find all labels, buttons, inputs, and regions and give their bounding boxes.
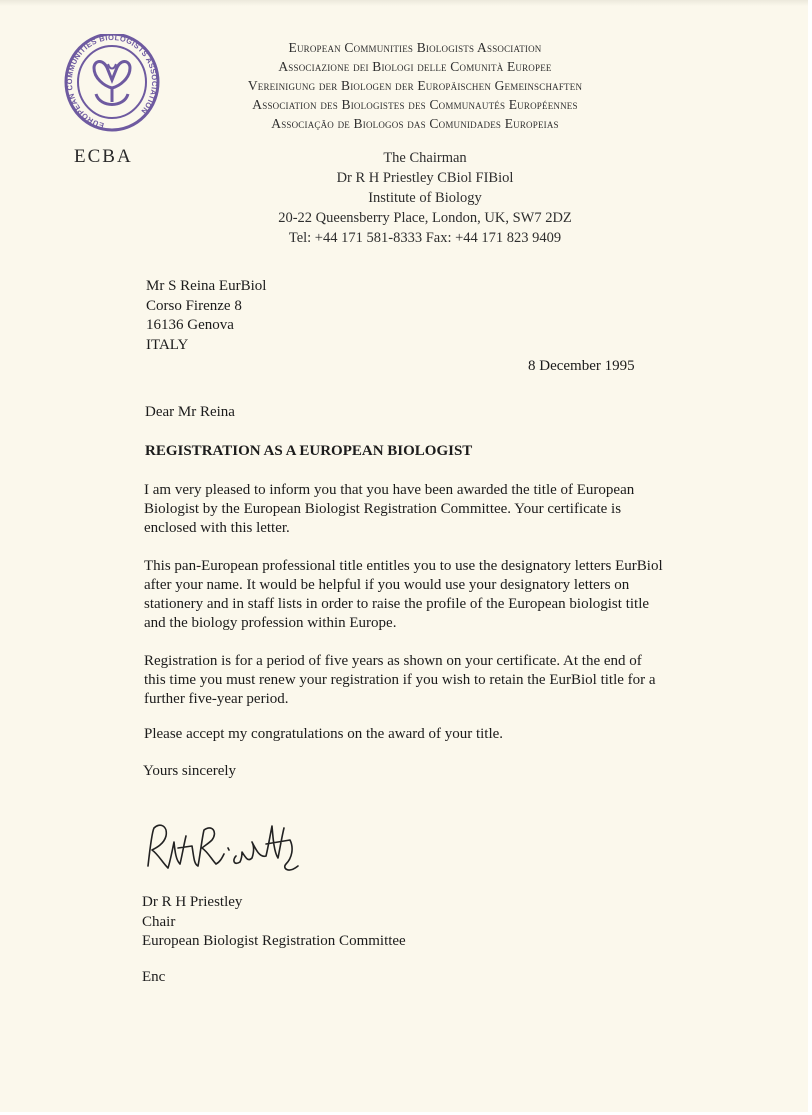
paragraph-line: Please accept my congratulations on the award of your title.: [144, 726, 504, 742]
paragraph-line: further five-year period.: [144, 691, 289, 707]
subject-line: REGISTRATION AS A EUROPEAN BIOLOGIST: [145, 443, 473, 459]
association-name-pt: Associação de Biologos das Comunidades Europeias: [271, 116, 559, 131]
salutation: Dear Mr Reina: [145, 404, 235, 420]
recipient-name: Mr S Reina EurBiol: [146, 278, 267, 294]
chairman-institute: Institute of Biology: [368, 190, 482, 206]
body-paragraph-3: [144, 652, 704, 709]
body-paragraph-2: [144, 557, 704, 633]
body-paragraph-4: [144, 725, 704, 744]
chairman-contact: Tel: +44 171 581-8333 Fax: +44 171 823 9409: [288, 230, 562, 246]
handwritten-signature: [142, 808, 302, 878]
paragraph-line: This pan-European professional title entitles you to use the designatory letters EurBiol: [144, 558, 663, 574]
paragraph-line: after your name. It would be helpful if you would use your designatory letters on: [144, 577, 630, 593]
chairman-address: 20-22 Queensberry Place, London, UK, SW7 2DZ: [278, 210, 572, 226]
association-name-en: European Communities Biologists Association: [288, 40, 542, 55]
association-names: [192, 38, 638, 133]
paragraph-line: and the biology profession within Europe.: [144, 615, 397, 631]
recipient-street: Corso Firenze 8: [146, 297, 242, 314]
association-name-de: Vereinigung der Biologen der Europäischen Gemeinschaften: [247, 78, 583, 93]
recipient-address: [146, 277, 266, 355]
paragraph-line: Biologist by the European Biologist Registration Committee. Your certificate is: [144, 501, 622, 517]
paragraph-line: this time you must renew your registration if you wish to retain the EurBiol title for a: [144, 672, 656, 688]
signatory-title: Chair: [142, 913, 176, 930]
recipient-country: ITALY: [146, 336, 189, 353]
association-name-fr: Association des Biologistes des Communautés Européennes: [252, 97, 578, 112]
logo-ring-text: EUROPEAN COMMUNITIES BIOLOGISTS ASSOCIATION: [64, 34, 160, 131]
page-edge: [0, 0, 808, 6]
signatory-name: Dr R H Priestley: [142, 894, 243, 910]
association-name-it: Associazione dei Biologi delle Comunità Europee: [278, 59, 552, 74]
logo-abbreviation: ECBA: [74, 146, 133, 167]
paragraph-line: enclosed with this letter.: [144, 520, 290, 536]
signatory-block: [142, 893, 406, 952]
closing: Yours sincerely: [143, 763, 237, 779]
chairman-role: The Chairman: [383, 150, 467, 166]
paragraph-line: I am very pleased to inform you that you have been awarded the title of European: [144, 482, 635, 498]
enclosure-note: Enc: [142, 969, 166, 985]
letter-date: 8 December 1995: [528, 358, 635, 374]
signatory-committee: European Biologist Registration Committee: [142, 933, 406, 949]
chairman-name: Dr R H Priestley CBiol FIBiol: [336, 170, 514, 186]
ecba-logo: [64, 34, 160, 138]
paragraph-line: stationery and in staff lists in order to raise the profile of the European biologist title: [144, 596, 650, 612]
chairman-block: [240, 148, 610, 248]
body-paragraph-1: [144, 481, 704, 538]
paragraph-line: Registration is for a period of five years as shown on your certificate. At the end of: [144, 653, 642, 669]
recipient-city: 16136 Genova: [146, 317, 234, 333]
